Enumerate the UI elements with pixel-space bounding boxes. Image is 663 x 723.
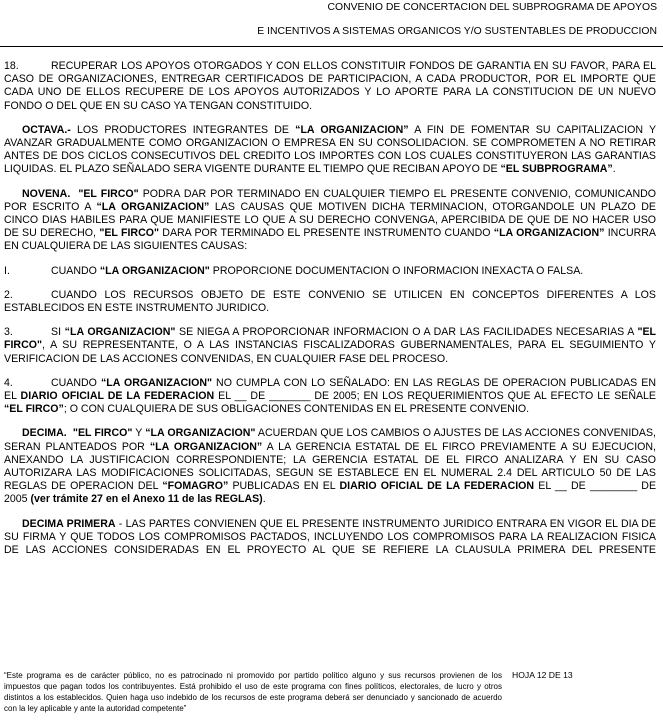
bold-term: DIARIO OFICIAL DE LA FEDERACION: [339, 480, 535, 493]
bold-term: “LA ORGANIZACION": [100, 376, 213, 389]
footer-legal-notice: “Este programa es de carácter público, no es patrocinado ni promovido por partido político alguno y sus recursos provienen de los impuestos que pagan todos los contribuyentes. Está prohibido el uso de este programa con fines políticos, electorales, de lucro y otros distintos a los establecidos. Quien haga uso indebido de los recursos de este programa deberá ser denunciado y sancionado de acuerdo con la ley aplicable y ante la autoridad competente”: [4, 671, 502, 713]
page-number: HOJA 12 DE 13: [512, 670, 573, 680]
clause-novena: [4, 188, 656, 254]
bold-term: “LA ORGANIZACION": [145, 427, 256, 440]
item-number: 3.: [4, 326, 13, 339]
item-text: PROPORCIONE DOCUMENTACION O INFORMACION INEXACTA O FALSA.: [209, 264, 584, 277]
item-number: I.: [4, 264, 10, 277]
item-number: 2.: [4, 288, 13, 301]
bold-term: "EL FIRCO": [99, 227, 159, 240]
clause-decima-primera: [4, 518, 656, 558]
bold-term: “LA ORGANIZACION": [99, 264, 210, 277]
bold-term: “LA ORGANIZACION”: [96, 200, 210, 213]
bold-term: "EL FIRCO": [4, 326, 656, 352]
clause-title: DECIMA.: [22, 427, 67, 440]
clause-text: PODRA DAR POR TERMINADO EN CUALQUIER TIEMPO EL PRESENTE CONVENIO, COMUNICANDO POR ESCRITO A: [4, 187, 656, 213]
bold-term: “EL SUBPROGRAMA”: [500, 163, 613, 176]
clause-text: A LA GERENCIA ESTATAL DE EL FIRCO PREVIAMENTE A SU EJECUCION, ANEXANDO LA JUSTIFICACION CORRESPONDIENTE; LA GERENCIA ESTATAL DE EL FIRCO ANALIZARA Y EN SU CASO AUTORIZARA LAS MODIFICACIONES SOLICITADAS, SEGUN SE ESTABLECE EN EL NUMERAL 2.4 DEL ARTICULO 50 DE LAS REGLAS DE OPERACION DEL: [4, 440, 656, 493]
clause-text: ACUERDAN QUE LOS CAMBIOS O AJUSTES DE LAS ACCIONES CONVENIDAS, SERAN PLANTEADOS POR: [4, 427, 656, 453]
bold-term: "EL FIRCO": [78, 187, 139, 200]
bold-term: “LA ORGANIZACION”: [493, 227, 605, 240]
clause-text: .: [262, 493, 266, 506]
cause-item-2: [4, 289, 656, 315]
clause-title: NOVENA.: [22, 187, 71, 200]
bold-term: “FOMAGRO”: [162, 480, 229, 493]
clause-text: PUBLICADAS EN EL: [228, 480, 340, 493]
clause-title: OCTAVA.-: [22, 123, 71, 136]
item-text: SE NIEGA A PROPORCIONAR INFORMACION O A DAR LAS FACILIDADES NECESARIAS A: [175, 326, 638, 339]
clause-text: LOS PRODUCTORES INTEGRANTES DE: [70, 123, 296, 136]
item-text: NO CUMPLA CON LO SEÑALADO: EN LAS REGLAS DE OPERACION PUBLICADAS EN EL: [4, 376, 656, 403]
bold-term: “LA ORGANIZACION": [64, 326, 176, 339]
bold-term: “LA ORGANIZACION”: [149, 440, 263, 453]
clause-text: DARA POR TERMINADO EL PRESENTE INSTRUMENTO CUANDO: [158, 227, 494, 240]
cause-item-4: [4, 377, 656, 417]
item-text: CUANDO: [51, 264, 100, 277]
bold-term: DIARIO OFICIAL DE LA FEDERACION: [20, 390, 215, 403]
cause-item-1: [4, 265, 656, 278]
item-text: EL __ DE _______ DE 2005; EN LOS REQUERIMIENTOS QUE AL EFECTO LE SEÑALE: [214, 390, 657, 403]
item-number: 18.: [4, 60, 19, 72]
clause-text: A FIN DE FOMENTAR SU CAPITALIZACION Y AVANZAR GRADUALMENTE COMO ORGANIZACION O EMPRESA EN SU CONSOLIDACION. SE COMPROMETEN A NO RETIRAR ANTES DE DOS CICLOS CONSECUTIVOS DEL CREDITO LOS IMPORTES CON LOS CUALES CONSTITUYERON LAS GARANTIAS LIQUIDAS. EL PLAZO SEÑALADO SERA VIGENTE DURANTE EL TIEMPO QUE RECIBAN APOYO DE: [4, 123, 657, 176]
clause-item-18: [4, 60, 656, 113]
clause-text: .: [612, 163, 616, 176]
clause-octava: [4, 124, 656, 177]
item-text: CUANDO: [51, 376, 101, 389]
cause-item-3: [4, 326, 656, 366]
item-text: SI: [51, 326, 65, 339]
item-text: CUANDO LOS RECURSOS OBJETO DE ESTE CONVENIO SE UTILICEN EN CONCEPTOS DIFERENTES A LOS ESTABLECIDOS EN ESTE INSTRUMENTO JURIDICO.: [4, 288, 656, 315]
header-title-line-2: E INCENTIVOS A SISTEMAS ORGANICOS Y/O SUSTENTABLES DE PRODUCCION: [257, 26, 657, 37]
document-body: [4, 60, 656, 568]
bold-term: "EL FIRCO": [72, 427, 133, 440]
clause-text: INCURRA EN CUALQUIERA DE LAS SIGUIENTES CAUSAS:: [4, 227, 656, 253]
bold-term: “EL FIRCO”: [4, 403, 64, 416]
bold-term: (ver trámite 27 en el Anexo 11 de las REGLAS): [30, 493, 263, 506]
item-number: 4.: [4, 376, 13, 389]
clause-text: EL __ DE ________ DE 2005: [4, 480, 657, 506]
clause-title: DECIMA PRIMERA: [22, 517, 116, 530]
clause-decima: [4, 427, 656, 506]
clause-text: Y: [132, 427, 146, 440]
header-divider: [0, 46, 663, 47]
header-title-line-1: CONVENIO DE CONCERTACION DEL SUBPROGRAMA DE APOYOS: [327, 2, 657, 13]
clause-text: - LAS PARTES CONVIENEN QUE EL PRESENTE INSTRUMENTO JURIDICO ENTRARA EN VIGOR EL DIA DE SU FIRMA Y QUE TODOS LOS COMPROMISOS PACTADOS, INCLUYENDO LOS COMPROMISOS PARA LA REALIZACION FISICA DE LAS ACCIONES CONSIDERADAS EN EL PROYECTO AL QUE SE REFIERE LA CLAUSULA PRIMERA DEL PRESENTE: [4, 517, 657, 557]
item-text: ; O CON CUALQUIERA DE SUS OBLIGACIONES CONTENIDAS EN EL PRESENTE CONVENIO.: [63, 403, 530, 416]
clause-text: LAS CAUSAS QUE MOTIVEN DICHA TERMINACION, OTORGANDOLE UN PLAZO DE CINCO DIAS HABILES PARA QUE MANIFIESTE LO QUE A SU DERECHO CONVENGA, APERCIBIDA DE QUE DE NO HACER USO DE SU DERECHO,: [4, 200, 656, 240]
bold-term: “LA ORGANIZACION”: [295, 123, 409, 136]
item-text: RECUPERAR LOS APOYOS OTORGADOS Y CON ELLOS CONSTITUIR FONDOS DE GARANTIA EN SU FAVOR, PARA EL CASO DE ORGANIZACIONES, ENTREGAR CERTIFICADOS DE PARTICIPACION, A CADA PRODUCTOR, POR EL IMPORTE QUE CADA UNO DE ELLOS RECUPERE DE LOS APOYOS AUTORIZADOS Y LO APORTE PARA LA CONSTITUCION DE UN NUEVO FONDO O DEL QUE EN SU CASO YA TENGAN CONSTITUIDO.: [4, 60, 656, 112]
item-text: , A SU REPRESENTANTE, O A LAS INSTANCIAS FISCALIZADORAS GUBERNAMENTALES, PARA EL SEGUIMIENTO Y VERIFICACION DE LAS ACCIONES CONVENIDAS, EN CUALQUIER FASE DEL PROCESO.: [4, 339, 656, 365]
